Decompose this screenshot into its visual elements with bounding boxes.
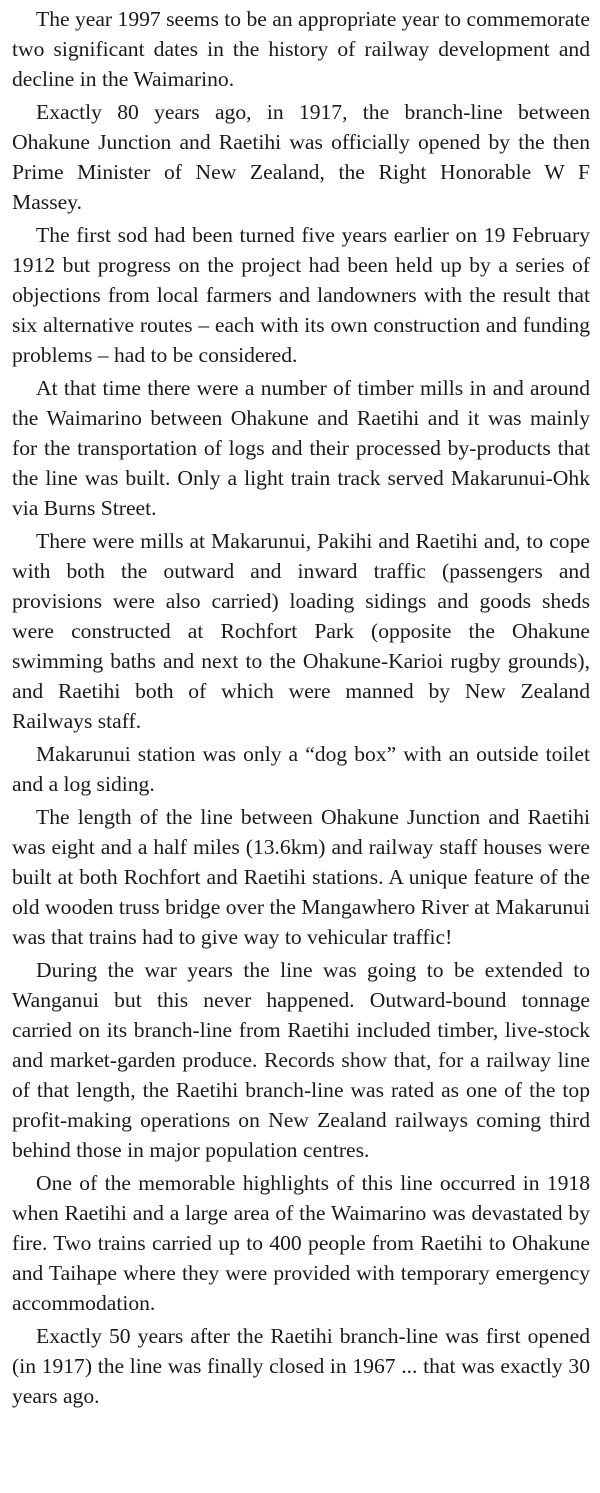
paragraph-8: During the war years the line was going to be extended to Wanganui but this never happened. Outward-bound tonnage carried on its branch-line from Raetihi included timber, live-stock and market-garden produce. Records show that, for a railway line of that length, the Raetihi branch-line was rated as one of the top profit-making operations on New Zealand railways coming third behind those in major population centres.: [12, 958, 590, 1162]
paragraph-10: Exactly 50 years after the Raetihi branch-line was first opened (in 1917) the line was finally closed in 1967 ... that was exactly 30 years ago.: [12, 1324, 590, 1408]
paragraph-3: The first sod had been turned five years earlier on 19 February 1912 but progress on the project had been held up by a series of objections from local farmers and landowners with the result that six alternative routes – each with its own construction and funding problems – had to be considered.: [12, 223, 590, 367]
paragraph-6: Makarunui station was only a “dog box” with an outside toilet and a log siding.: [12, 742, 590, 796]
paragraph-4: At that time there were a number of timber mills in and around the Waimarino between Ohakune and Raetihi and it was mainly for the transportation of logs and their processed by-products that the line was built. Only a light train track served Makarunui-Ohk via Burns Street.: [12, 376, 590, 520]
paragraph-1: The year 1997 seems to be an appropriate year to commemorate two significant dates in the history of railway development and decline in the Waimarino.: [12, 7, 591, 91]
paragraph-7: The length of the line between Ohakune Junction and Raetihi was eight and a half miles (13.6km) and railway staff houses were built at both Rochfort and Raetihi stations. A unique feature of the old wooden truss bridge over the Mangawhero River at Makarunui was that trains had to give way to vehicular traffic!: [12, 805, 590, 949]
paragraph-9: One of the memorable highlights of this line occurred in 1918 when Raetihi and a large area of the Waimarino was devastated by fire. Two trains carried up to 400 people from Raetihi to Ohakune and Taihape where they were provided with temporary emergency accommodation.: [12, 1171, 590, 1315]
paragraph-2: Exactly 80 years ago, in 1917, the branch-line between Ohakune Junction and Raetihi was officially opened by the then Prime Minister of New Zealand, the Right Honorable W F Massey.: [12, 100, 590, 214]
paragraph-5: There were mills at Makarunui, Pakihi and Raetihi and, to cope with both the outward and inward traffic (passengers and provisions were also carried) loading sidings and goods sheds were constructed at Rochfort Park (opposite the Ohakune swimming baths and next to the Ohakune-Karioi rugby grounds), and Raetihi both of which were manned by New Zealand Railways staff.: [12, 529, 590, 733]
